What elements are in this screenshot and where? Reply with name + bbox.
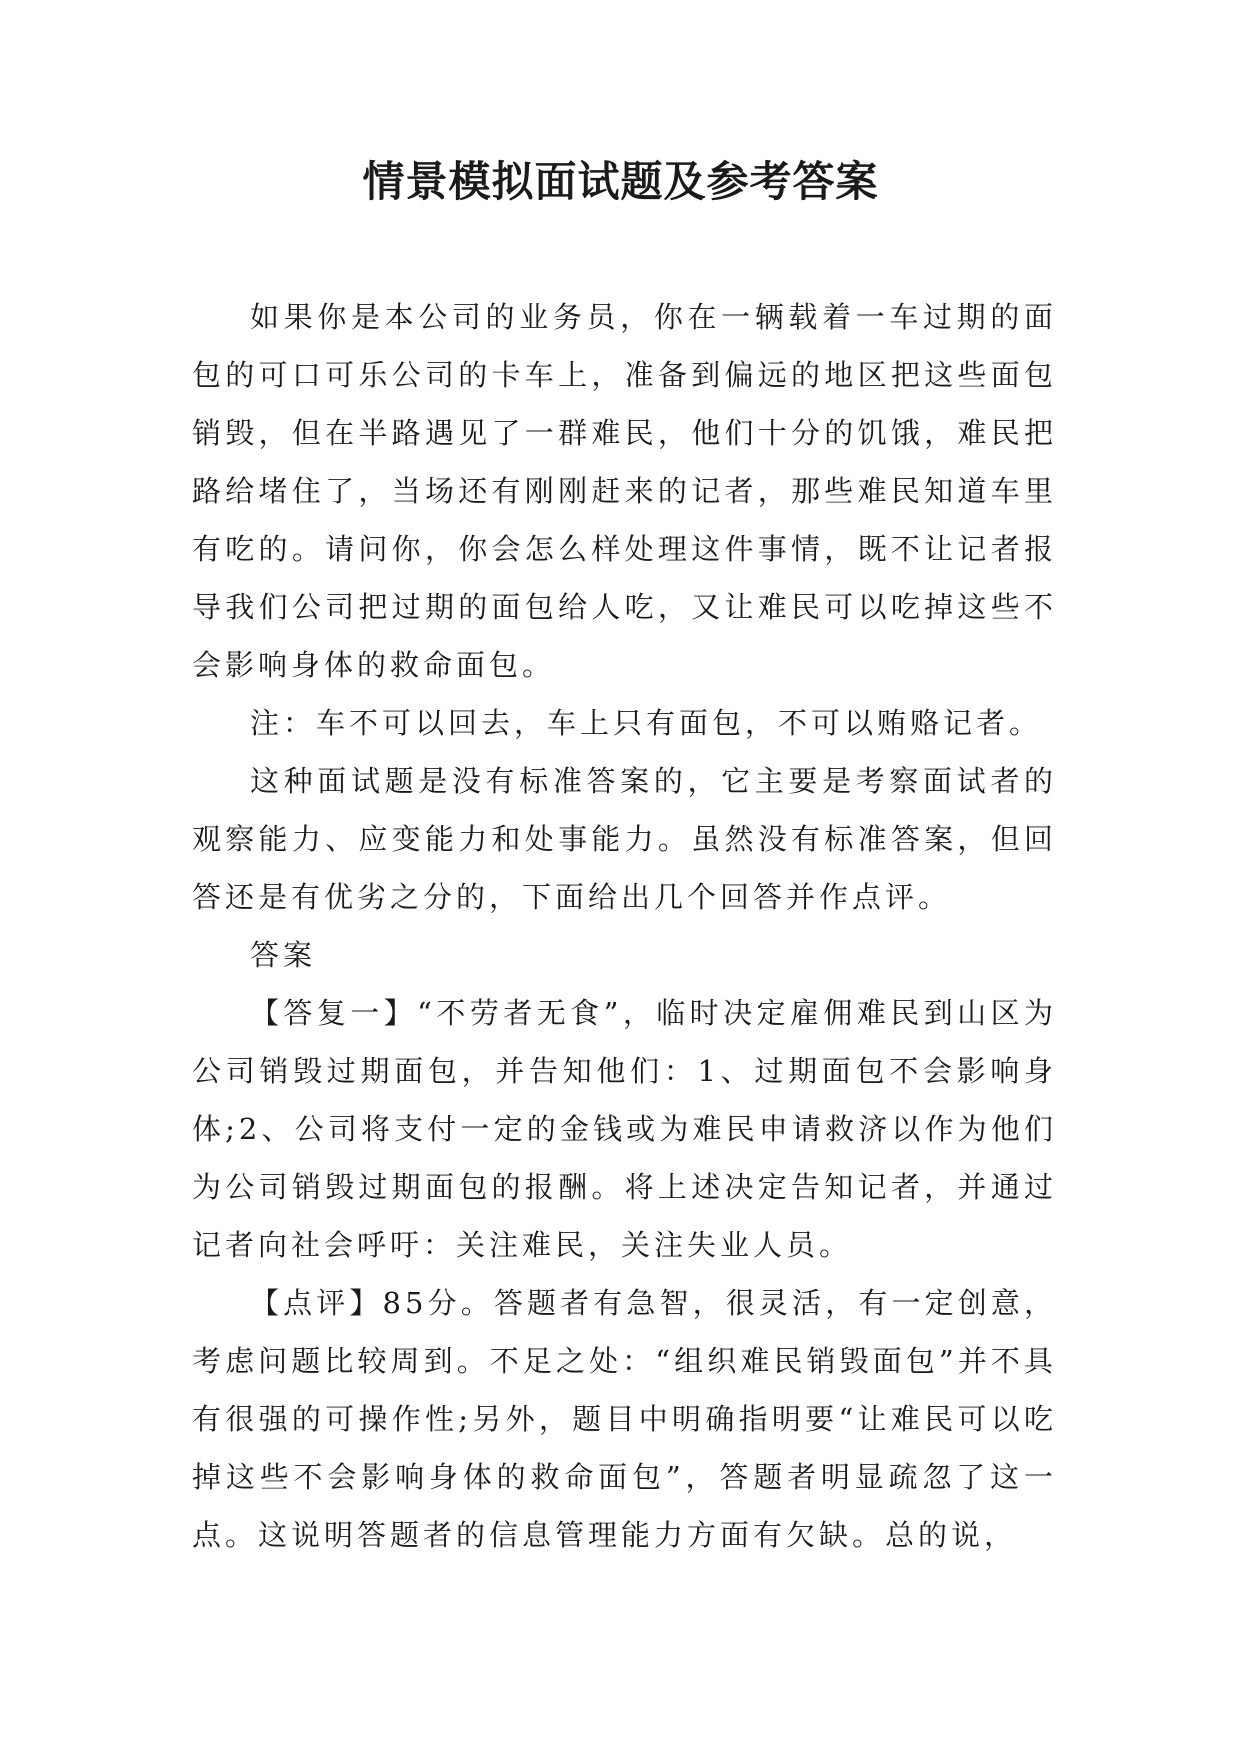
review-paragraph: 【点评】85分。答题者有急智，很灵活，有一定创意，考虑问题比较周到。不足之处：“组织难民销毁面包”并不具有很强的可操作性;另外，题目中明确指明要“让难民可以吃掉这些不会影响身体的救命面包”，答题者明显疏忽了这一点。这说明答题者的信息管理能力方面有欠缺。总的说，: [192, 1286, 1057, 1552]
note-paragraph: 注：车不可以回去，车上只有面包，不可以贿赂记者。: [250, 706, 1043, 740]
scenario-paragraph: 如果你是本公司的业务员，你在一辆载着一车过期的面包的可口可乐公司的卡车上，准备到偏远的地区把这些面包销毁，但在半路遇见了一群难民，他们十分的饥饿，难民把路给堵住了，当场还有刚刚赶来的记者，那些难民知道车里有吃的。请问你，你会怎么样处理这件事情，既不让记者报导我们公司把过期的面包给人吃，又让难民可以吃掉这些不会影响身体的救命面包。: [192, 300, 1057, 682]
answer-one-paragraph: 【答复一】“不劳者无食”，临时决定雇佣难民到山区为公司销毁过期面包，并告知他们：1、过期面包不会影响身体;2、公司将支付一定的金钱或为难民申请救济以作为他们为公司销毁过期面包的报酬。将上述决定告知记者，并通过记者向社会呼吁：关注难民，关注失业人员。: [192, 996, 1057, 1262]
answer-heading: 答案: [250, 938, 317, 972]
explanation-paragraph: 这种面试题是没有标准答案的，它主要是考察面试者的观察能力、应变能力和处事能力。虽然没有标准答案，但回答还是有优劣之分的，下面给出几个回答并作点评。: [192, 764, 1057, 914]
document-body: [192, 288, 1057, 1564]
document-title: 情景模拟面试题及参考答案: [362, 157, 879, 206]
